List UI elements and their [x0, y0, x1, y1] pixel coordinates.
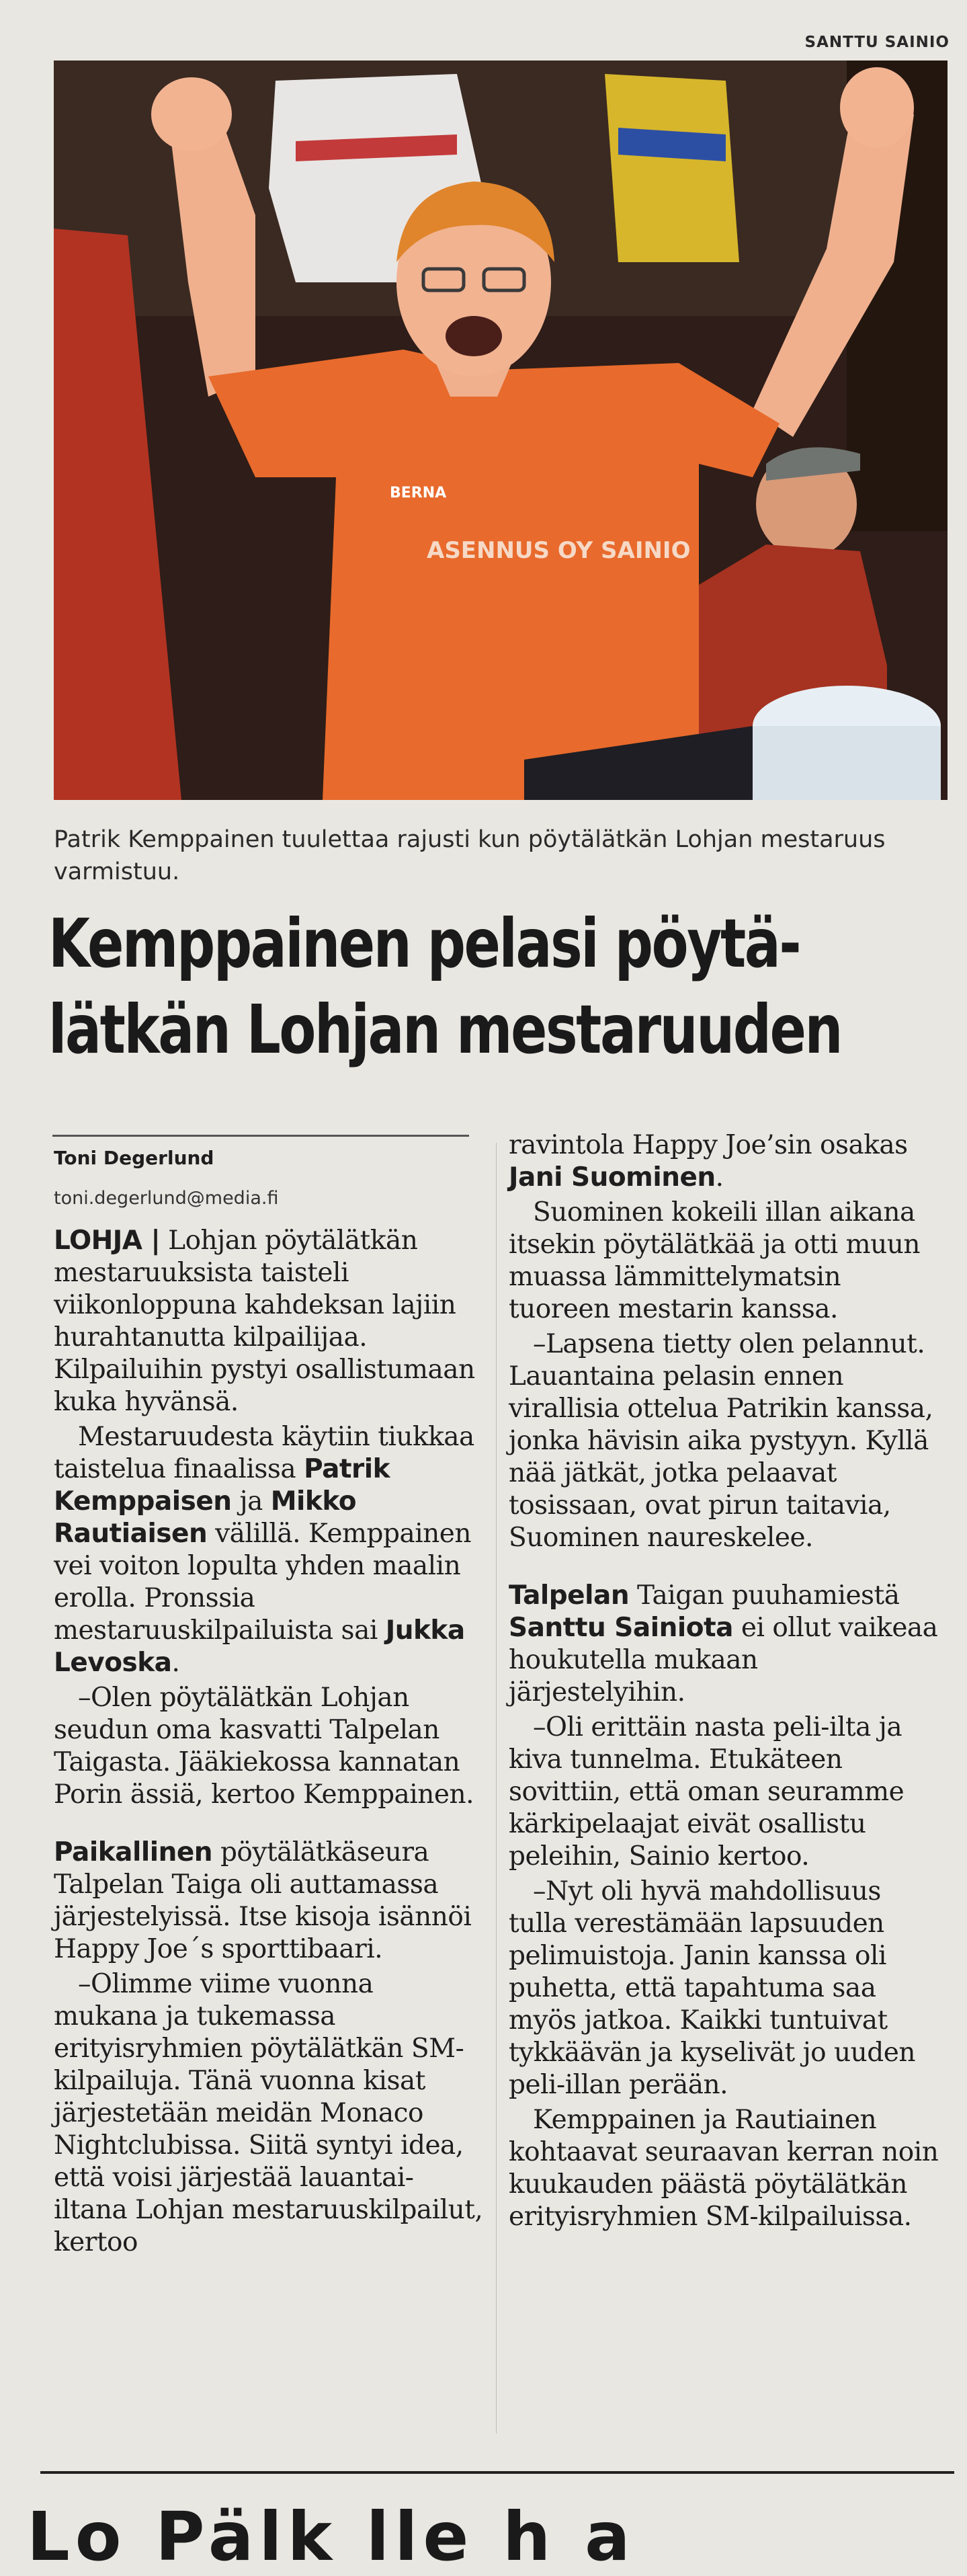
- photo-credit: SANTTU SAINIO: [804, 34, 950, 51]
- paragraph-text: Lohjan pöytälätkän mestaruuksista taisteli viikonloppuna kahdeksan lajiin hurahtanutta kilpailijaa. Kilpailuihin pystyi osallistumaan kuka hyvänsä.: [54, 1225, 475, 1417]
- shirt-logo-text: BERNA: [390, 485, 447, 501]
- right-column: [509, 1129, 939, 2233]
- lead-word: Talpelan: [509, 1580, 630, 1611]
- paragraph-text: ravintola Happy Joe’sin osakas: [509, 1130, 908, 1160]
- paragraph-text: ja: [231, 1486, 271, 1517]
- paragraph-text: Mestaruudesta käytiin tiukkaa taistelua finaalissa: [54, 1422, 474, 1484]
- next-article-headline-fragment: [0, 2497, 967, 2576]
- paragraph-text: .: [171, 1648, 180, 1678]
- paragraph-text: .: [715, 1162, 724, 1193]
- next-article-text: Lo Pälk lle h a: [27, 2497, 636, 2576]
- paragraph: [54, 1837, 484, 1966]
- author-name: Toni Degerlund: [54, 1147, 214, 1169]
- column-divider: [496, 1143, 497, 2433]
- paragraph: [54, 1225, 484, 1418]
- person-name: Jukka Levoska: [54, 1615, 465, 1678]
- headline: [48, 901, 962, 1073]
- byline-rule: [52, 1135, 469, 1137]
- paragraph-text: välillä. Kemppainen vei voiton lopulta yhden maalin erolla. Pronssia mestaruuskilpailuista sai: [54, 1519, 471, 1646]
- headline-line-1: Kemppainen pelasi pöytä-: [48, 904, 800, 983]
- person-name: Santtu Sainiota: [509, 1613, 733, 1643]
- paragraph: [509, 1580, 939, 1709]
- bottom-rule: [40, 2471, 954, 2474]
- paragraph: –Nyt oli hyvä mahdollisuus tulla verestämään lapsuuden pelimuistoja. Janin kanssa oli puhetta, että tapahtuma saa myös jatkoa. Kaikki tuntuivat tykkäävän ja kyselivät jo uuden peli-illan perään.: [509, 1876, 915, 2100]
- headline-line-2: lätkän Lohjan mestaruuden: [48, 990, 842, 1069]
- paragraph: Suominen kokeili illan aikana itsekin pöytälätkää ja otti muun muassa lämmittelymatsin tuoreen mestarin kanssa.: [509, 1197, 920, 1324]
- paragraph-text: pöytälätkäseura Talpelan Taiga oli auttamassa järjestelyissä. Itse kisoja isännöi Happy Joe´s sporttibaari.: [54, 1837, 472, 1964]
- paragraph: –Lapsena tietty olen pelannut. Lauantaina pelasin ennen virallisia ottelua Patrikin kanssa, jonka hävisin aika pystyyn. Kyllä nää jätkät, jotka pelaavat tosissaan, ovat pirun taitavia, Suominen naureskelee.: [509, 1329, 933, 1553]
- paragraph: –Olimme viime vuonna mukana ja tukemassa erityisryhmien pöytälätkän SM-kilpailuja. Tänä vuonna kisat järjestetään meidän Monaco Nightclubissa. Siitä syntyi idea, että voisi järjestää lauantai-iltana Lohjan mestaruuskilpailut, kertoo: [54, 1969, 483, 2257]
- person-name: Jani Suominen: [509, 1162, 716, 1193]
- paragraph: [509, 1129, 939, 1194]
- paragraph-text: Taigan puuhamiestä: [629, 1580, 900, 1611]
- photo-caption: Patrik Kemppainen tuulettaa rajusti kun pöytälätkän Lohjan mestaruus varmistuu.: [54, 826, 886, 885]
- shirt-brand-text: ASENNUS OY SAINIO: [427, 537, 691, 564]
- dateline: LOHJA |: [54, 1225, 161, 1256]
- paragraph: –Oli erittäin nasta peli-ilta ja kiva tunnelma. Etukäteen sovittiin, että oman seuramme kärkipelaajat eivät osallistu peleihin, Sainio kertoo.: [509, 1712, 905, 1871]
- paragraph-text: ei ollut vaikeaa houkutella mukaan järjestelyihin.: [509, 1613, 938, 1707]
- left-column: [54, 1225, 484, 2259]
- person-name: Patrik Kemppaisen: [54, 1454, 390, 1517]
- paragraph: –Olen pöytälätkän Lohjan seudun oma kasvatti Talpelan Taigasta. Jääkiekossa kannatan Porin ässiä, kertoo Kemppainen.: [54, 1683, 474, 1810]
- author-email: toni.degerlund@media.fi: [54, 1188, 279, 1209]
- article-photo: [54, 61, 948, 800]
- person-name: Mikko Rautiaisen: [54, 1486, 357, 1549]
- paragraph: Kemppainen ja Rautiainen kohtaavat seuraavan kerran noin kuukauden päästä pöytälätkän erityisryhmien SM-kilpailuissa.: [509, 2105, 939, 2232]
- paragraph: [54, 1421, 484, 1679]
- lead-word: Paikallinen: [54, 1837, 213, 1867]
